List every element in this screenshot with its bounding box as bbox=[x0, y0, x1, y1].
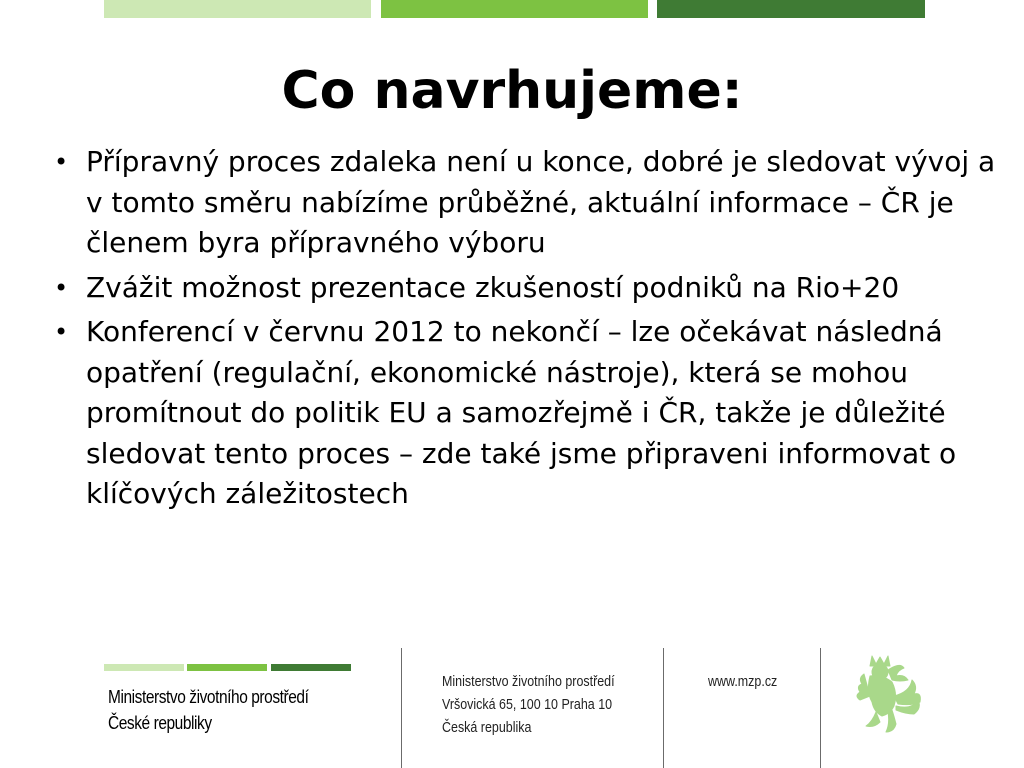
bullet-item bbox=[48, 142, 998, 264]
footer-address bbox=[442, 671, 615, 740]
bullet-text: Přípravný proces zdaleka není u konce, dobré je sledovat vývoj a v tomto směru nabízíme průběžné, aktuální informace – ČR je členem byra přípravného výboru bbox=[86, 145, 996, 259]
footer-divider bbox=[401, 648, 402, 768]
bullet-item bbox=[48, 268, 998, 309]
slide-title: Co navrhujeme: bbox=[281, 61, 743, 121]
bullet-text: Zvážit možnost prezentace zkušeností podniků na Rio+20 bbox=[86, 270, 900, 304]
top-stripe-mid bbox=[381, 0, 648, 18]
footer-org-name bbox=[108, 684, 308, 736]
footer-stripe-light bbox=[104, 664, 184, 671]
footer-address-line1: Ministerstvo životního prostředí bbox=[442, 674, 615, 690]
footer-address-line3: Česká republika bbox=[442, 720, 532, 736]
footer-divider bbox=[820, 648, 821, 768]
footer-org-line2: České republiky bbox=[108, 713, 212, 733]
top-stripe-dark bbox=[657, 0, 925, 18]
czech-lion-emblem-icon bbox=[852, 652, 924, 738]
footer-stripe-dark bbox=[271, 664, 351, 671]
bullet-dot-icon: • bbox=[54, 318, 69, 346]
top-stripe-light bbox=[104, 0, 371, 18]
footer-website-link[interactable]: www.mzp.cz bbox=[708, 674, 778, 690]
bullet-text: Konferencí v červnu 2012 to nekončí – lze očekávat následná opatření (regulační, ekonomické nástroje), která se mohou promítnout do politik EU a samozřejmě i ČR, takže je důležité sledovat tento proces – zde také jsme připraveni informovat o klíčových záležitostech bbox=[86, 315, 957, 510]
bullet-item bbox=[48, 312, 998, 515]
footer-address-line2: Vršovická 65, 100 10 Praha 10 bbox=[442, 697, 613, 713]
footer-stripe-mid bbox=[187, 664, 267, 671]
bullet-dot-icon: • bbox=[54, 273, 69, 302]
footer-org-line1: Ministerstvo životního prostředí bbox=[108, 687, 309, 707]
bullet-dot-icon: • bbox=[54, 148, 69, 176]
footer-divider bbox=[663, 648, 664, 768]
bullet-list bbox=[48, 142, 998, 519]
